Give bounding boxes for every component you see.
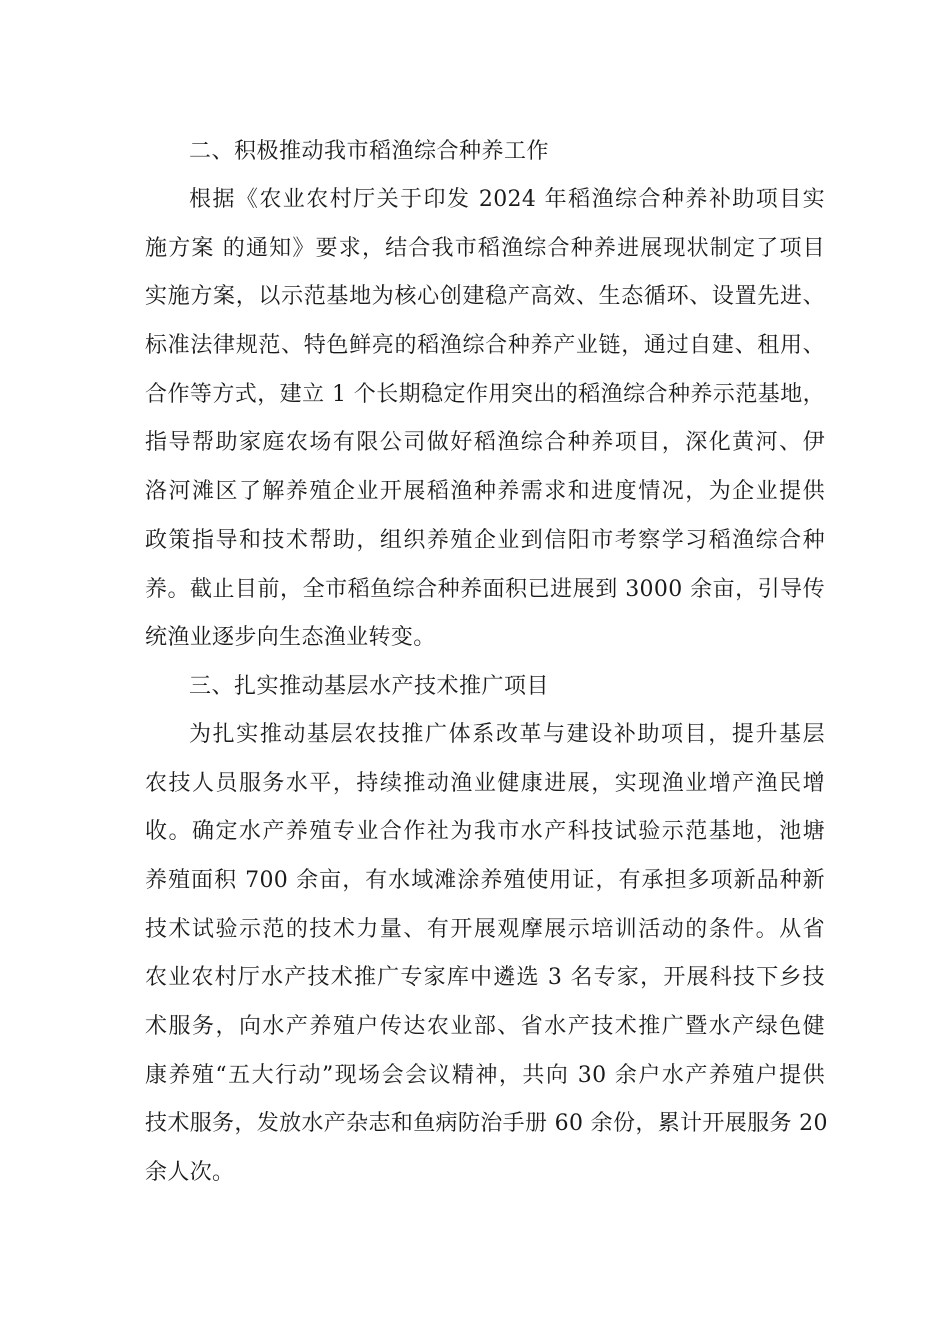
paragraph-line: 为扎实推动基层农技推广体系改革与建设补助项目，提升基层 — [189, 721, 825, 747]
paragraph-line: 术服务，向水产养殖户传达农业部、省水产技术推广暨水产绿色健 — [145, 1014, 825, 1039]
paragraph-line: 技术服务，发放水产杂志和鱼病防治手册 60 余份，累计开展服务 20 — [145, 1111, 828, 1137]
paragraph-line: 标准法律规范、特色鲜亮的稻渔综合种养产业链，通过自建、租用、 — [145, 333, 825, 359]
paragraph-line: 农技人员服务水平，持续推动渔业健康进展，实现渔业增产渔民增 — [145, 770, 825, 796]
section-heading-3: 三、扎实推动基层水产技术推广项目 — [189, 673, 550, 699]
paragraph-line: 余人次。 — [145, 1160, 235, 1186]
paragraph-line: 施方案 的通知》要求，结合我市稻渔综合种养进展现状制定了项目 — [145, 235, 825, 261]
paragraph-line: 政策指导和技术帮助，组织养殖企业到信阳市考察学习稻渔综合种 — [145, 527, 825, 553]
paragraph-line: 技术试验示范的技术力量、有开展观摩展示培训活动的条件。从省 — [145, 916, 825, 942]
paragraph-line: 洛河滩区了解养殖企业开展稻渔种养需求和进度情况，为企业提供 — [145, 479, 825, 505]
paragraph-line: 合作等方式，建立 1 个长期稳定作用突出的稻渔综合种养示范基地， — [145, 381, 825, 407]
paragraph-line: 养。截止目前，全市稻鱼综合种养面积已进展到 3000 余亩，引导传 — [145, 576, 825, 602]
paragraph-line: 指导帮助家庭农场有限公司做好稻渔综合种养项目，深化黄河、伊 — [145, 430, 825, 456]
paragraph-line: 根据《农业农村厅关于印发 2024 年稻渔综合种养补助项目实 — [189, 187, 825, 212]
paragraph-line: 农业农村厅水产技术推广专家库中遴选 3 名专家，开展科技下乡技 — [145, 965, 825, 991]
paragraph-line: 康养殖“五大行动”现场会会议精神，共向 30 余户水产养殖户提供 — [145, 1062, 825, 1088]
section-2-paragraph — [145, 176, 825, 663]
document-body — [145, 128, 828, 1198]
paragraph-line: 统渔业逐步向生态渔业转变。 — [145, 625, 436, 651]
section-heading-2: 二、积极推动我市稻渔综合种养工作 — [189, 139, 550, 164]
paragraph-line: 实施方案，以示范基地为核心创建稳产高效、生态循环、设置先进、 — [145, 284, 825, 310]
section-3-paragraph — [145, 711, 828, 1198]
paragraph-line: 收。确定水产养殖专业合作社为我市水产科技试验示范基地，池塘 — [145, 819, 825, 845]
paragraph-line: 养殖面积 700 余亩，有水域滩涂养殖使用证，有承担多项新品种新 — [145, 867, 825, 893]
